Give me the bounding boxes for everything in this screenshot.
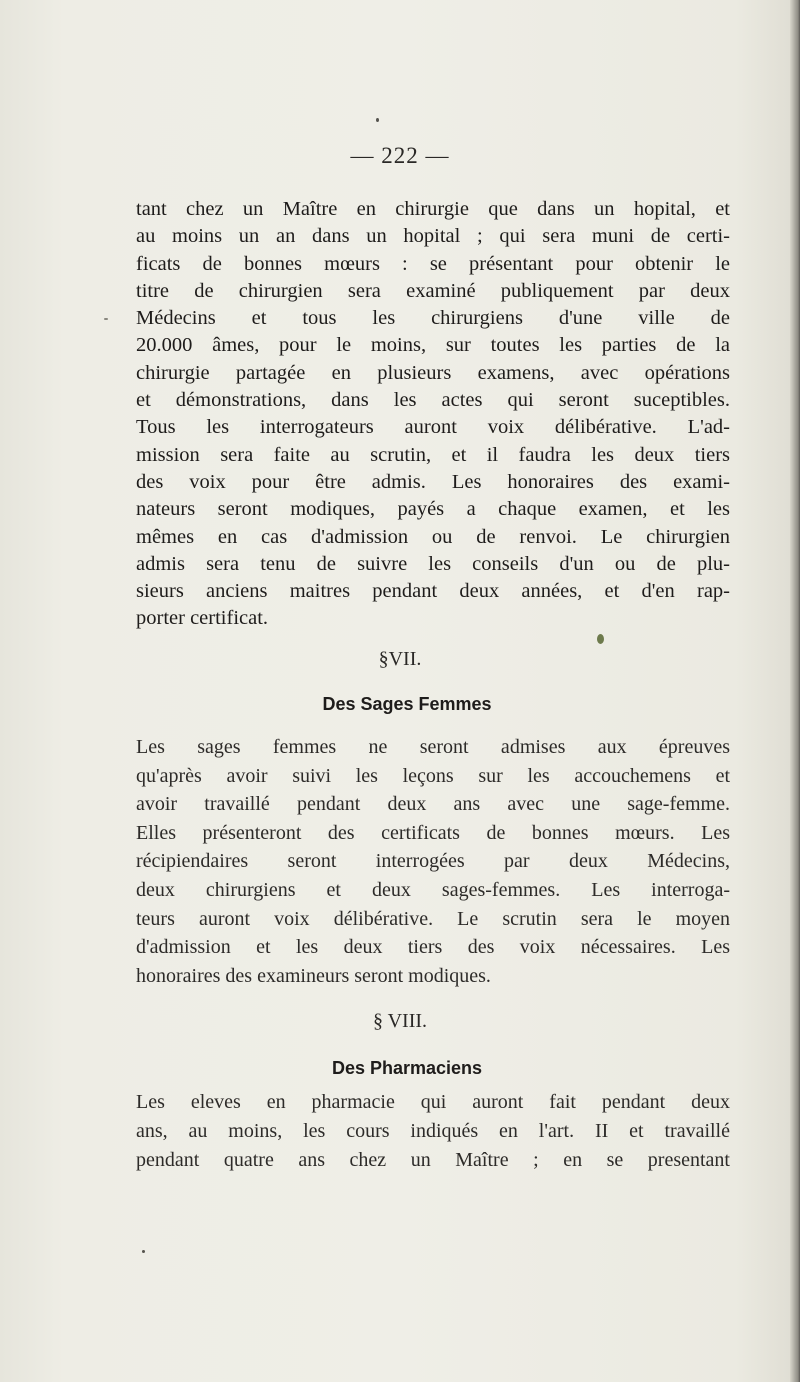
text-line: sieurs anciens maitres pendant deux années, et d'en rap- — [136, 580, 730, 603]
text-line: Elles présenteront des certificats de bonnes mœurs. Les — [136, 821, 730, 844]
text-line: Les sages femmes ne seront admises aux épreuves — [136, 736, 730, 758]
text-line: ans, au moins, les cours indiqués en l'art. II et travaillé — [136, 1120, 730, 1142]
text-line: et démonstrations, dans les actes qui seront suceptibles. — [136, 389, 730, 412]
text-line: ficats de bonnes mœurs : se présentant pour obtenir le — [136, 252, 730, 275]
text-line: au moins un an dans un hopital ; qui sera muni de certi- — [136, 225, 730, 248]
section-title-pharmaciens: Des Pharmaciens — [331, 1058, 483, 1078]
text-line: pendant quatre ans chez un Maître ; en se presentant — [136, 1149, 730, 1171]
text-line: tant chez un Maître en chirurgie que dans un hopital, et — [136, 198, 730, 220]
ink-speck — [597, 634, 604, 644]
ink-speck — [376, 118, 379, 122]
text-line: chirurgie partagée en plusieurs examens, avec opérations — [136, 361, 730, 384]
text-line: Médecins et tous les chirurgiens d'une ville de — [136, 307, 730, 330]
text-line: récipiendaires seront interrogées par deux Médecins, — [136, 850, 730, 873]
text-line: mêmes en cas d'admission ou de renvoi. Le chirurgien — [136, 525, 730, 548]
text-line: des voix pour être admis. Les honoraires des exami- — [136, 470, 730, 493]
section-number-vii: §VII. — [378, 648, 422, 670]
text-line: mission sera faite au scrutin, et il faudra les deux tiers — [136, 443, 730, 466]
text-line: porter certificat. — [136, 607, 269, 630]
text-line: titre de chirurgien sera examiné publiquement par deux — [136, 279, 730, 302]
text-line: honoraires des examineurs seront modiques. — [136, 964, 491, 987]
text-line: Tous les interrogateurs auront voix délibérative. L'ad- — [136, 416, 730, 439]
text-line: deux chirurgiens et deux sages-femmes. Les interroga- — [136, 878, 730, 901]
page-number: — 222 — — [350, 143, 450, 168]
text-line: Les eleves en pharmacie qui auront fait pendant deux — [136, 1091, 730, 1113]
text-line: nateurs seront modiques, payés a chaque examen, et les — [136, 498, 730, 521]
text-line: qu'après avoir suivi les leçons sur les accouchemens et — [136, 764, 730, 787]
text-line: 20.000 âmes, pour le moins, sur toutes les parties de la — [136, 334, 730, 357]
page-edge-shadow — [790, 0, 800, 1382]
paragraph-pharmacists — [136, 1088, 730, 1175]
text-line: teurs auront voix délibérative. Le scrutin sera le moyen — [136, 907, 730, 930]
ink-speck — [104, 318, 108, 320]
section-number-viii: § VIII. — [372, 1010, 428, 1032]
text-line: admis sera tenu de suivre les conseils d'un ou de plu- — [136, 552, 730, 575]
paragraph-midwives — [136, 733, 730, 990]
section-title-sages-femmes: Des Sages Femmes — [322, 694, 492, 714]
ink-speck — [142, 1250, 145, 1253]
text-line: avoir travaillé pendant deux ans avec une sage-femme. — [136, 793, 730, 816]
paragraph-surgeons — [136, 196, 730, 633]
text-line: d'admission et les deux tiers des voix nécessaires. Les — [136, 936, 730, 959]
